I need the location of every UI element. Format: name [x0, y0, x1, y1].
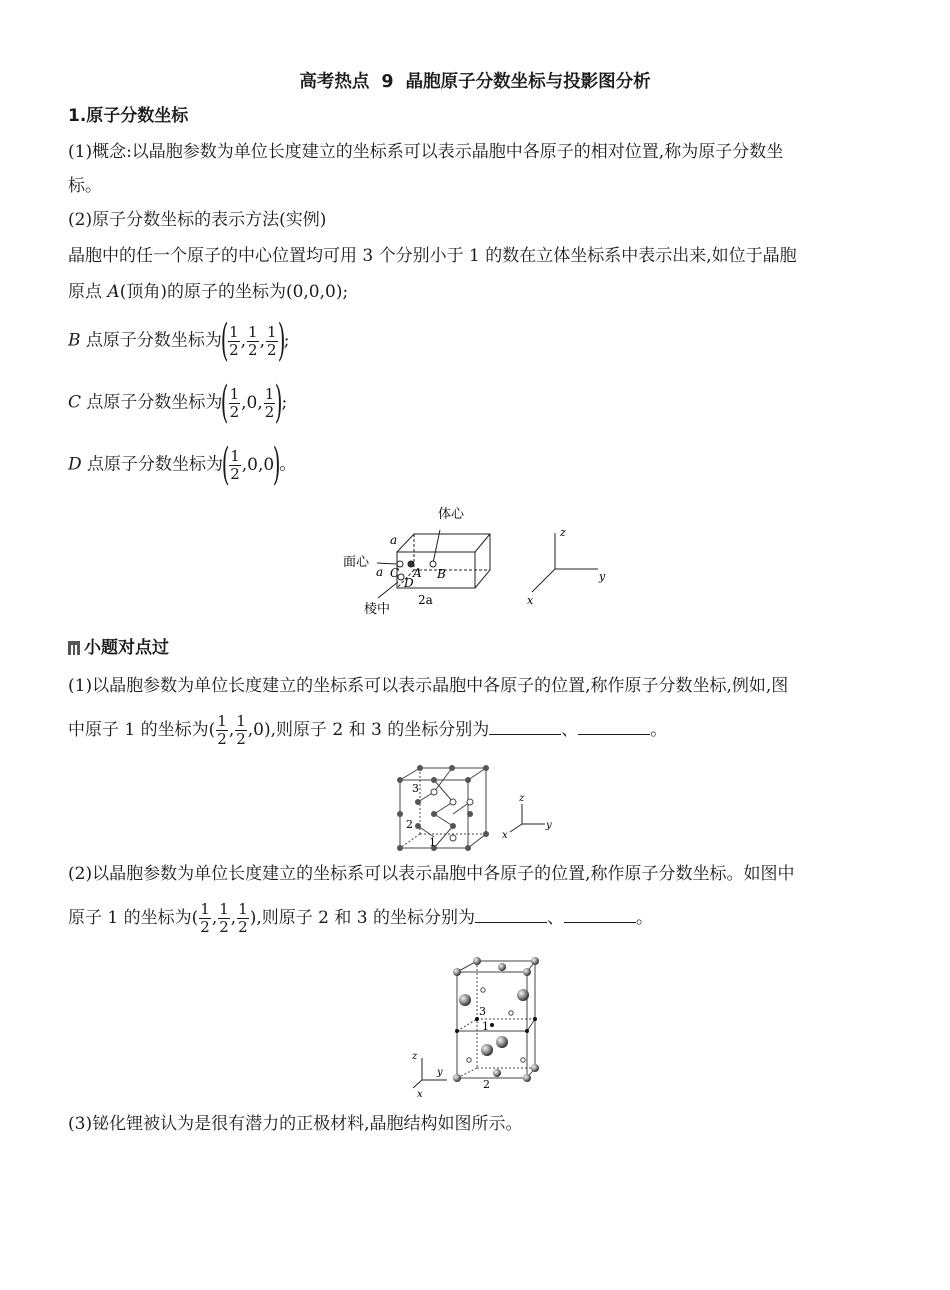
- axis-x-label: x: [417, 1089, 423, 1100]
- section-badge-icon: [68, 641, 80, 655]
- answer-blank[interactable]: [564, 906, 636, 923]
- axis-z-label: z: [519, 793, 525, 804]
- axis-x-label: x: [502, 830, 508, 841]
- label-a: A: [413, 566, 422, 580]
- atom-label-1: 1: [429, 836, 436, 849]
- label-body-center: 体心: [438, 507, 465, 522]
- label-d: D: [404, 576, 414, 590]
- section-heading-fractional-coords: 1.原子分数坐标: [68, 106, 189, 126]
- axis-y-label: y: [546, 820, 552, 831]
- section-heading-practice: 小题对点过: [68, 637, 169, 659]
- point-c-coordinate: C 点原子分数坐标为 ( $\frac{1}{2}$ , 0 , $\frac{1}{2}$ ) ;: [68, 377, 288, 428]
- tetragonal-cell-figure: [405, 955, 565, 1100]
- label-b: B: [437, 567, 446, 581]
- page-title: 高考热点 9 晶胞原子分数坐标与投影图分析: [299, 72, 651, 92]
- atom-label-2: 2: [406, 818, 413, 831]
- point-d-coordinate: D 点原子分数坐标为 ( $\frac{1}{2}$ , 0 , 0 ) 。: [68, 439, 297, 490]
- question-2-line-1: (2)以晶胞参数为单位长度建立的坐标系可以表示晶胞中各原子的位置,称作原子分数坐标。如图中: [68, 864, 795, 884]
- leader-face-center: [377, 563, 397, 564]
- atom-label-3: 3: [479, 1005, 486, 1018]
- leader-edge-center: [378, 582, 398, 598]
- atom-label-3: 3: [412, 782, 419, 795]
- axis-z-label: z: [560, 526, 566, 539]
- cubic-cell-figure: [390, 762, 560, 852]
- label-a-left: a: [376, 565, 384, 579]
- answer-blank[interactable]: [475, 906, 547, 923]
- description-line-1: 晶胞中的任一个原子的中心位置均可用 3 个分别小于 1 的数在立体坐标系中表示出来,如位于晶胞: [68, 246, 797, 266]
- concept-line-1: (1)概念:以晶胞参数为单位长度建立的坐标系可以表示晶胞中各原子的相对位置,称为原子分数坐: [68, 142, 784, 162]
- method-heading: (2)原子分数坐标的表示方法(实例): [68, 210, 327, 230]
- question-1-line-1: (1)以晶胞参数为单位长度建立的坐标系可以表示晶胞中各原子的位置,称作原子分数坐标,例如,图: [68, 676, 789, 696]
- axis-y-label: y: [599, 570, 606, 583]
- axes-icon: [510, 804, 545, 832]
- label-2a: 2a: [418, 593, 433, 607]
- point-b-coordinate: B 点原子分数坐标为 ( $\frac{1}{2}$ , $\frac{1}{2}$ , $\frac{1}{2}$ ) ;: [68, 315, 290, 366]
- axis-y-label: y: [437, 1067, 443, 1078]
- atom-label-2: 2: [483, 1078, 490, 1091]
- atom-b: [430, 561, 436, 567]
- axis-z-label: z: [412, 1051, 418, 1062]
- question-1-line-2: 中原子 1 的坐标为( $\frac{1}{2}$ , $\frac{1}{2}$ ,0),则原子 2 和 3 的坐标分别为 、 。: [68, 712, 668, 748]
- label-a-top: a: [390, 533, 398, 547]
- concept-line-2: 标。: [68, 176, 102, 196]
- label-face-center: 面心: [343, 555, 370, 570]
- label-c: C: [390, 566, 400, 580]
- leader-body-center: [433, 530, 440, 563]
- answer-blank[interactable]: [489, 718, 561, 735]
- unit-cell-figure: [340, 500, 630, 620]
- question-3-line: (3)铋化锂被认为是很有潜力的正极材料,晶胞结构如图所示。: [68, 1114, 523, 1134]
- atom-label-1: 1: [482, 1020, 489, 1033]
- description-line-2: 原点 A(顶角)的原子的坐标为(0,0,0);: [68, 282, 349, 302]
- answer-blank[interactable]: [578, 718, 650, 735]
- axes-icon: [532, 533, 598, 592]
- axis-x-label: x: [527, 594, 534, 607]
- label-edge-center: 棱中: [364, 602, 391, 617]
- question-2-line-2: 原子 1 的坐标为( $\frac{1}{2}$ , $\frac{1}{2}$ , $\frac{1}{2}$ ),则原子 2 和 3 的坐标分别为 、 。: [68, 900, 654, 936]
